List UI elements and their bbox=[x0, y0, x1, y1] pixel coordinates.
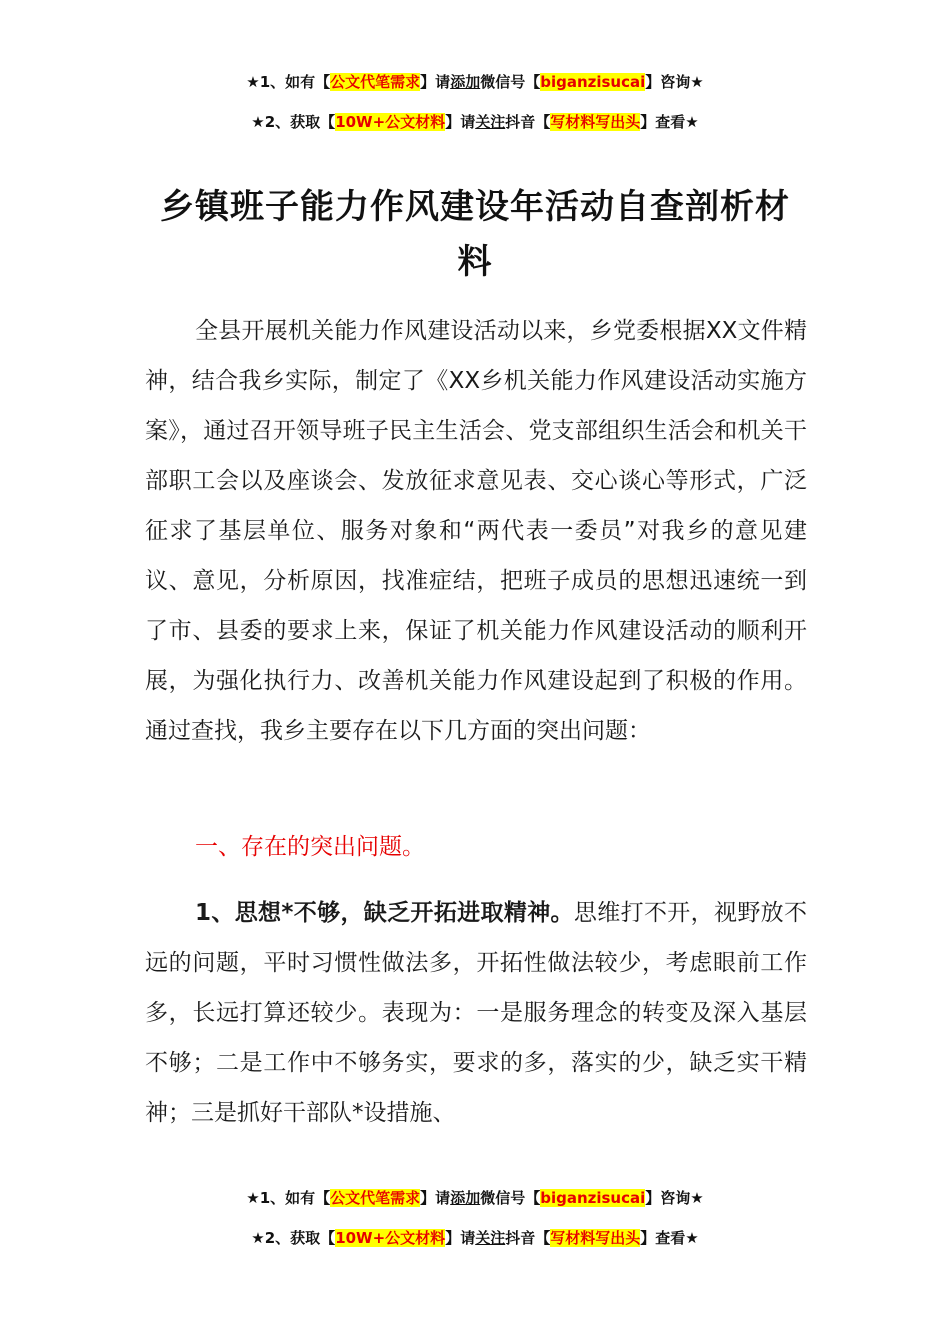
header-promo-banner bbox=[0, 62, 950, 142]
douyin-id-highlight: 写材料写出头 bbox=[550, 113, 641, 131]
promo-highlight: 公文代笔需求 bbox=[330, 1189, 421, 1207]
document-title: 乡镇班子能力作风建设年活动自查剖析材料 bbox=[160, 187, 790, 282]
promo-text: ★1、如有【 bbox=[246, 1189, 331, 1207]
section-heading: 一、存在的突出问题。 bbox=[195, 834, 425, 860]
wechat-id-highlight: biganzisucai bbox=[540, 73, 646, 91]
footer-promo-banner bbox=[0, 1178, 950, 1258]
wechat-id-highlight: biganzisucai bbox=[540, 1189, 646, 1207]
item-lead-text: 1、思想*不够，缺乏开拓进取精神。 bbox=[195, 900, 574, 926]
promo-text: 微信号【 bbox=[480, 1189, 541, 1207]
promo-text: 】咨询★ bbox=[645, 73, 704, 91]
promo-text: 微信号【 bbox=[480, 73, 541, 91]
promo-text: 】请 bbox=[445, 113, 476, 131]
promo-underlined-text: 添加 bbox=[450, 1189, 481, 1207]
promo-text: 】请 bbox=[420, 73, 451, 91]
promo-line-2 bbox=[0, 102, 950, 142]
promo-line-1 bbox=[0, 62, 950, 102]
item-paragraph bbox=[145, 888, 807, 1138]
promo-text: ★2、获取【 bbox=[251, 1229, 336, 1247]
promo-text: ★1、如有【 bbox=[246, 73, 331, 91]
item-body-text: 思维打不开，视野放不远的问题，平时习惯性做法多，开拓性做法较少，考虑眼前工作多，长远打算还较少。表现为：一是服务理念的转变及深入基层不够；二是工作中不够务实，要求的多，落实的少，缺乏实干精神；三是抓好干部队*设措施、 bbox=[145, 900, 808, 1126]
douyin-id-highlight: 写材料写出头 bbox=[550, 1229, 641, 1247]
promo-text: ★2、获取【 bbox=[251, 113, 336, 131]
promo-underlined-text: 关注 bbox=[475, 1229, 506, 1247]
promo-text: 抖音【 bbox=[505, 113, 551, 131]
promo-text: 】查看★ bbox=[640, 113, 699, 131]
promo-text: 抖音【 bbox=[505, 1229, 551, 1247]
promo-line-2 bbox=[0, 1218, 950, 1258]
promo-text: 】请 bbox=[420, 1189, 451, 1207]
promo-highlight: 公文代笔需求 bbox=[330, 73, 421, 91]
promo-highlight: 10W+公文材料 bbox=[335, 113, 446, 131]
promo-highlight: 10W+公文材料 bbox=[335, 1229, 446, 1247]
promo-text: 】请 bbox=[445, 1229, 476, 1247]
promo-underlined-text: 关注 bbox=[475, 113, 506, 131]
promo-text: 】咨询★ bbox=[645, 1189, 704, 1207]
promo-underlined-text: 添加 bbox=[450, 73, 481, 91]
promo-text: 】查看★ bbox=[640, 1229, 699, 1247]
intro-paragraph: 全县开展机关能力作风建设活动以来，乡党委根据XX文件精神，结合我乡实际，制定了《XX乡机关能力作风建设活动实施方案》，通过召开领导班子民主生活会、党支部组织生活会和机关干部职工会以及座谈会、发放征求意见表、交心谈心等形式，广泛征求了基层单位、服务对象和“两代表一委员”对我乡的意见建议、意见，分析原因，找准症结，把班子成员的思想迅速统一到了市、县委的要求上来，保证了机关能力作风建设活动的顺利开展，为强化执行力、改善机关能力作风建设起到了积极的作用。通过查找，我乡主要存在以下几方面的突出问题： bbox=[145, 318, 807, 744]
promo-line-1 bbox=[0, 1178, 950, 1218]
